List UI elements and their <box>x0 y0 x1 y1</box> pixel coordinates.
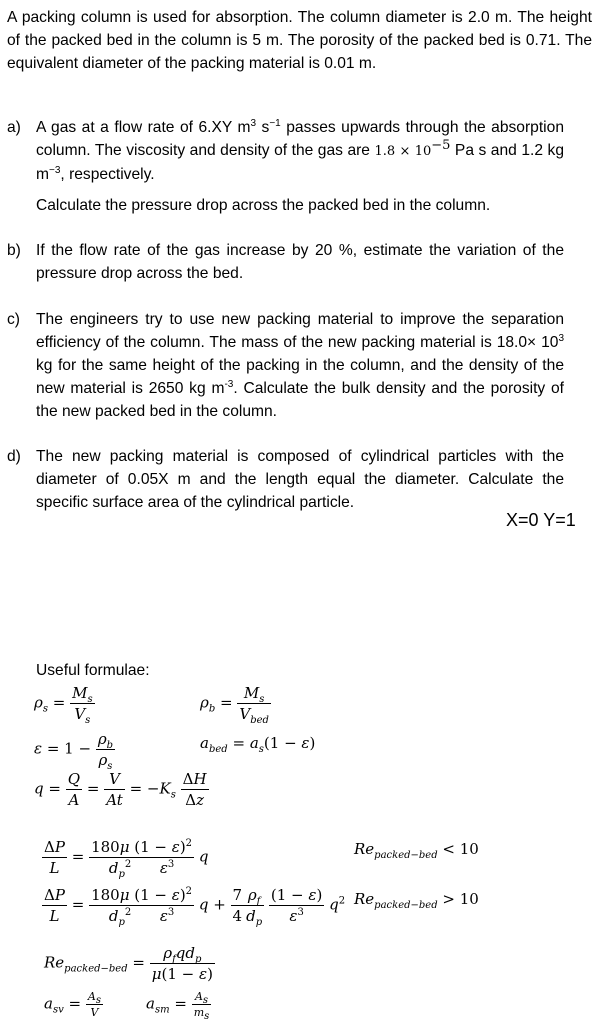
formula-specific-surface-mass: $a_{sm}$ = $\frac{A_s}{m_s}$ <box>146 990 210 1023</box>
formula-particle-density: $\rho_s$ = $\frac{M_s}{V_s}$ <box>34 684 93 726</box>
question-d-label: d) <box>7 448 21 465</box>
question-c-label: c) <box>7 311 20 328</box>
formula-flux: q = $\frac{Q}{A}$ = $\frac{V}{At}$ = $-K_s$ $\frac{\Delta H}{\Delta z}$ <box>34 770 207 809</box>
formula-specific-surface-volume: $a_{sv}$ = $\frac{A_s}{V}$ <box>44 990 101 1019</box>
xy-values: X=0 Y=1 <box>506 510 576 530</box>
formula-carman-kozeny: $\frac{\Delta P}{L}$ = $\frac{180\mu (1 - \varepsilon)^2}{d_p^2 \varepsilon^3}$ q <box>44 838 209 880</box>
formula-bed-surface: $a_{bed} = a_s(1 - \varepsilon)$ <box>200 734 316 755</box>
formula-ergun: $\frac{\Delta P}{L}$ = $\frac{180\mu (1 - \varepsilon)^2}{d_p^2 \varepsilon^3}$ q + $\frac{7}{4}$ $\frac{\rho_f}{d_p}$ $\frac{(1 - \varepsilon)}{\varepsilon^3}$ $q^2$ <box>44 886 346 928</box>
question-b-text: If the flow rate of the gas increase by 20 %, estimate the variation of the pressure drop across the bed. <box>36 242 564 282</box>
question-a-task: Calculate the pressure drop across the packed bed in the column. <box>36 197 491 214</box>
formulae-heading: Useful formulae: <box>36 662 150 679</box>
formula-reynolds: $Re_{packed-bed}$ = $\frac{\rho_fqd_p}{\mu(1 - \varepsilon)}$ <box>44 944 213 983</box>
condition-turbulent: $Re_{packed-bed} > 10$ <box>354 890 479 911</box>
question-d-text: The new packing material is composed of cylindrical particles with the diameter of 0.05X m and the length equal the diameter. Calculate the specific surface area of the cylindrical particle. <box>36 448 564 511</box>
question-b-label: b) <box>7 242 21 259</box>
formula-porosity: ε = 1 − $\frac{\rho_b}{\rho_s}$ <box>34 730 114 772</box>
question-a-label: a) <box>7 119 21 136</box>
formula-bulk-density: $\rho_b$ = $\frac{M_s}{V_{bed}}$ <box>200 684 269 726</box>
condition-laminar: $Re_{packed-bed} < 10$ <box>354 840 479 861</box>
question-c-text: The engineers try to use new packing material to improve the separation efficiency of the column. The mass of the new packing material is $18.0\times 10^3$ kg for the same height of the packing in the column, and the density of the new material is 2650 kg $m^{-3}$. Calculate the bulk density and the porosity of the new packed bed in the column. <box>36 311 565 420</box>
question-a-text: A gas at a flow rate of 6.XY $m^3$ $s^{-1}$ passes upwards through the absorption column. The viscosity and density of the gas are $1.8 \times 10^{-5}$ Pa s and 1.2 kg $m^{-3}$, respectively. <box>36 117 564 183</box>
problem-intro: A packing column is used for absorption. The column diameter is 2.0 m. The height of the packed bed in the column is 5 m. The porosity of the packed bed is 0.71. The equivalent diameter of the packing material is 0.01 m. <box>7 9 592 72</box>
